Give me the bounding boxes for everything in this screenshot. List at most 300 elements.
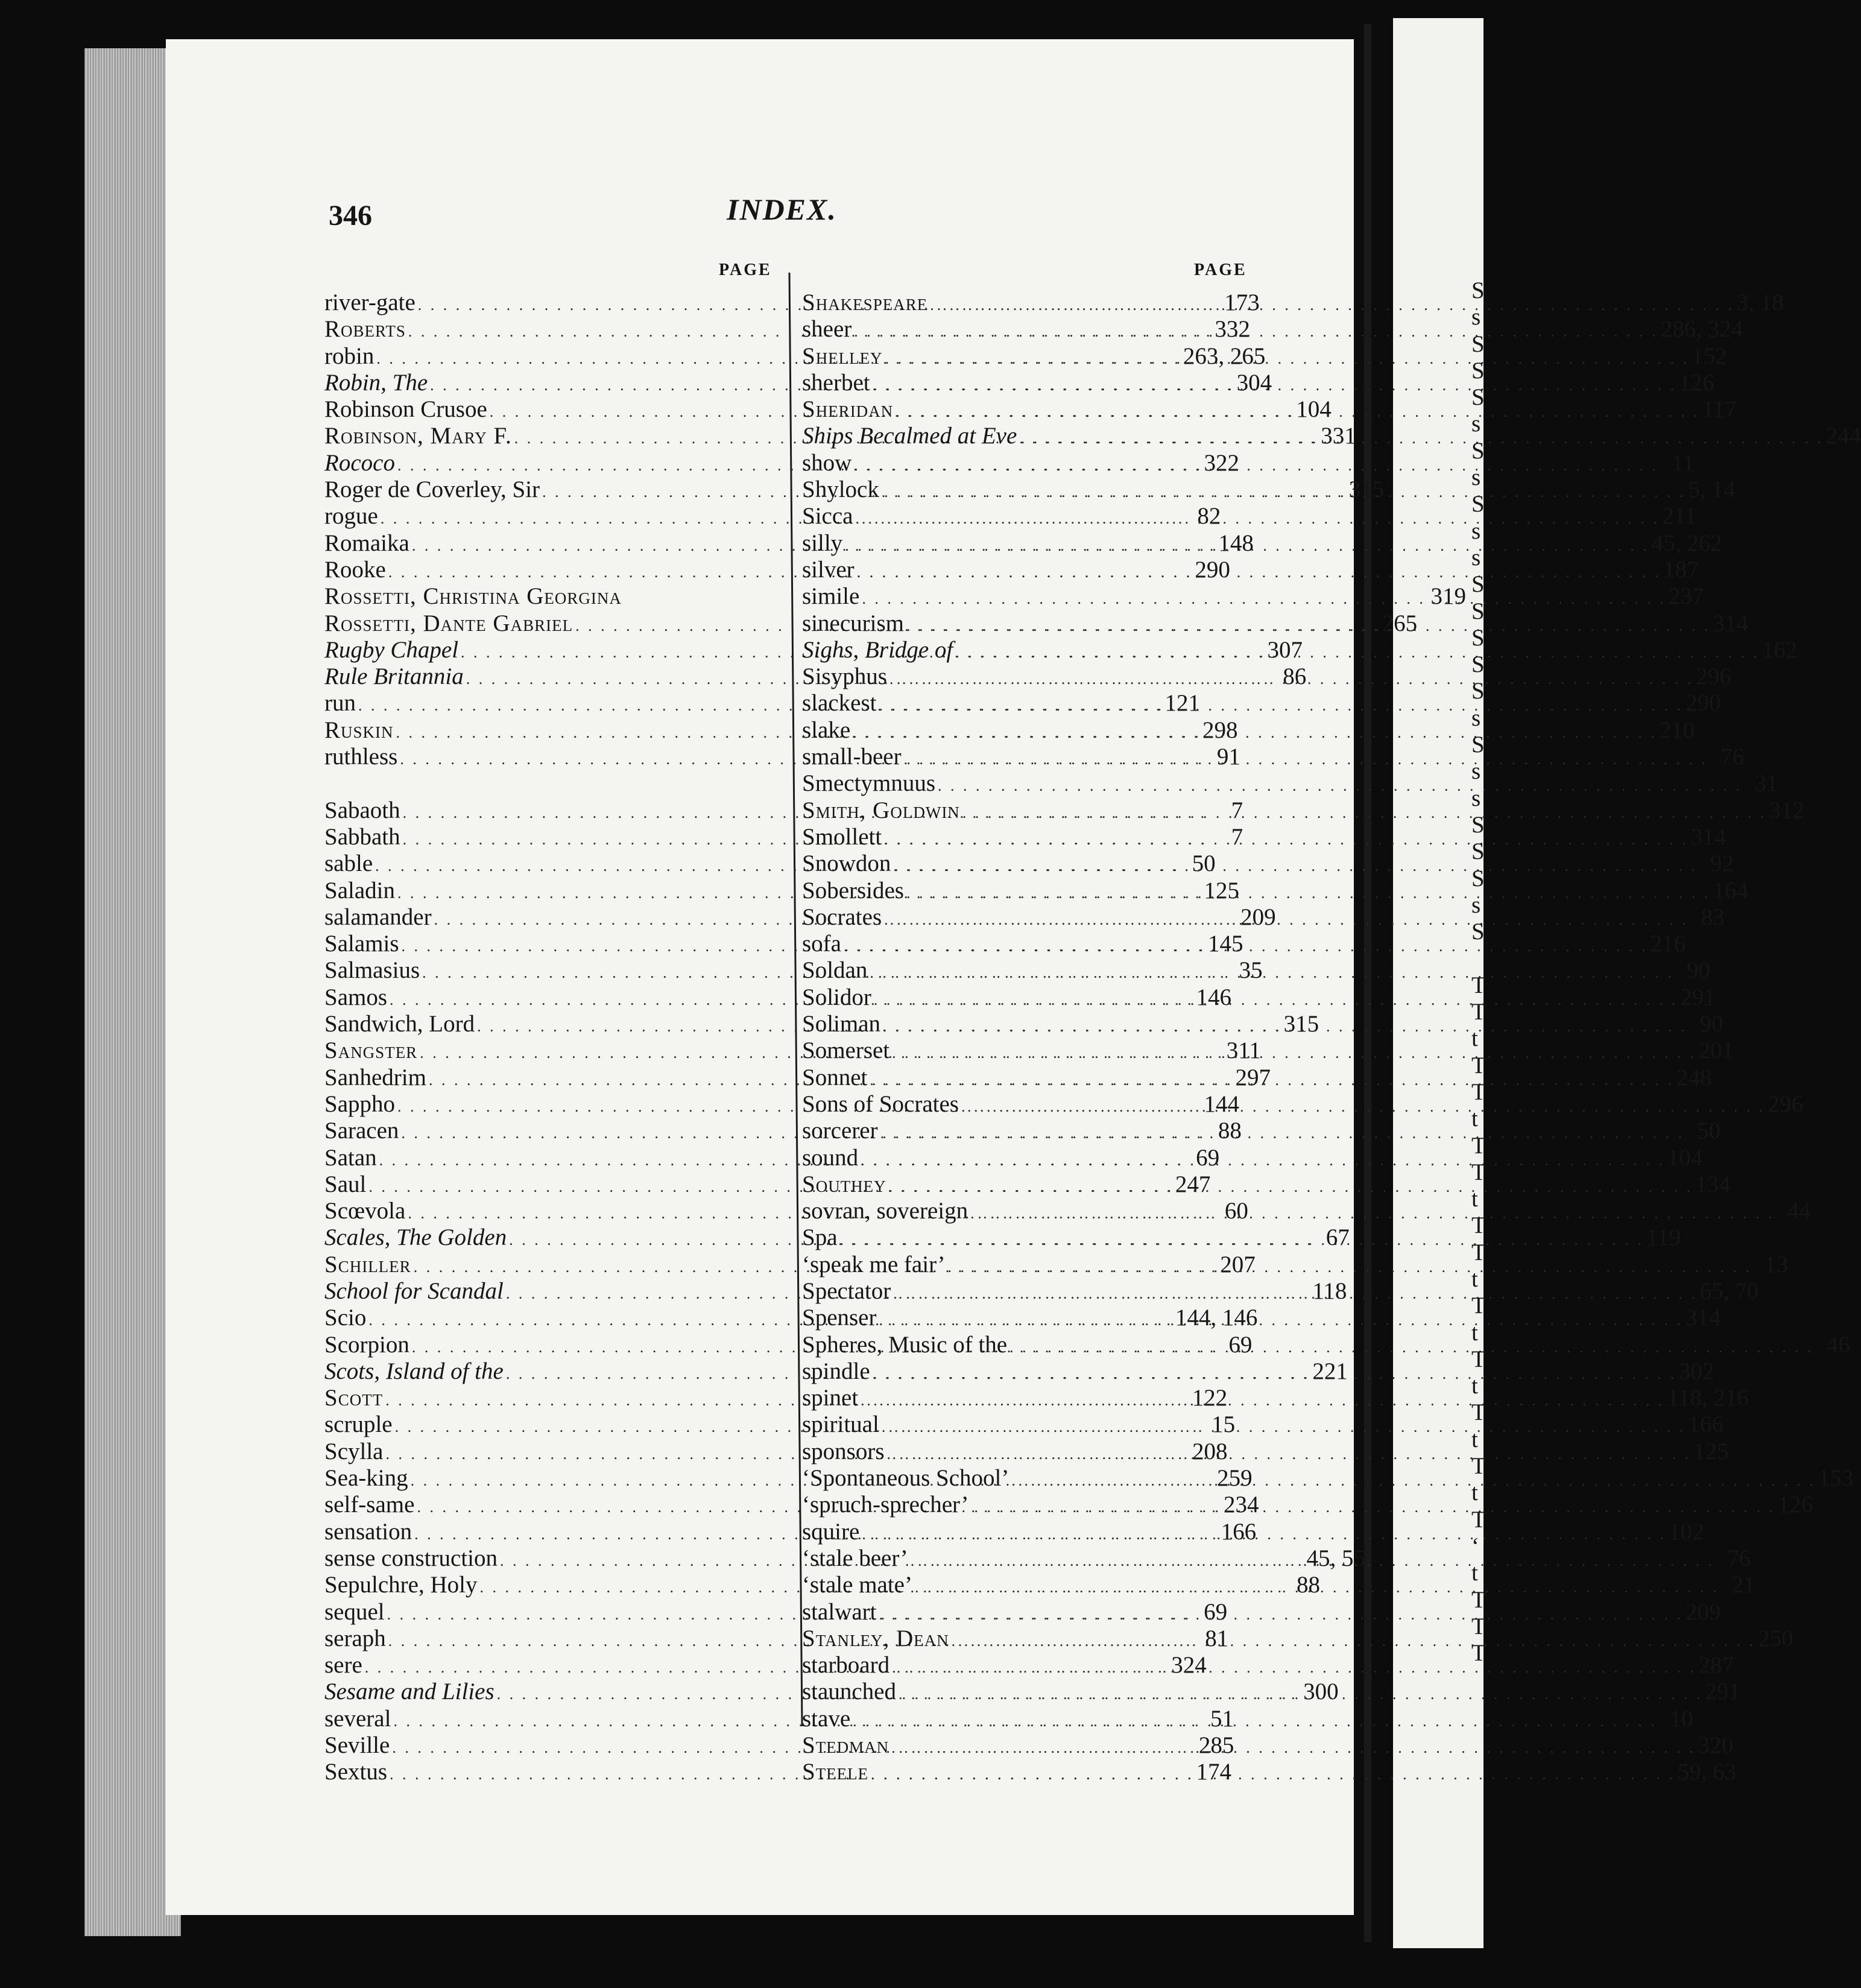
dot-leader xyxy=(862,586,1666,612)
dot-leader xyxy=(861,1144,1665,1174)
index-term: Shylock xyxy=(802,476,879,503)
index-term: Sicca xyxy=(802,503,853,530)
index-page-ref: 59, 63 xyxy=(1677,1759,1737,1785)
index-entry xyxy=(802,797,1804,824)
index-term: staunched xyxy=(802,1679,896,1705)
facing-page-initial: T xyxy=(1471,1453,1486,1480)
index-entry xyxy=(802,1598,1721,1626)
index-page-ref: 291 xyxy=(1705,1679,1740,1705)
index-entry xyxy=(802,1492,1813,1518)
page-title: INDEX. xyxy=(727,192,837,226)
index-term: School for Scandal xyxy=(324,1277,504,1304)
dot-leader xyxy=(961,1094,1766,1120)
index-term: Sea-king xyxy=(324,1465,408,1492)
index-term: sponsors xyxy=(802,1438,885,1464)
index-term: starboard xyxy=(802,1652,890,1679)
index-term: Sighs, Bridge of xyxy=(802,636,953,663)
index-page-ref: 296 xyxy=(1768,1091,1803,1117)
facing-page-initial: t xyxy=(1471,1319,1478,1346)
index-term: sheer xyxy=(802,316,852,343)
index-term: Scio xyxy=(324,1305,367,1331)
index-page-ref: 21 xyxy=(1731,1572,1755,1598)
index-page-ref: 145 xyxy=(1208,931,1243,957)
index-page-ref: 312 xyxy=(1769,797,1804,823)
index-page-ref: 144 xyxy=(1204,1091,1239,1117)
dot-leader xyxy=(871,1761,1675,1788)
facing-page-initial: T xyxy=(1471,1399,1486,1426)
facing-page-initial: T xyxy=(1471,999,1486,1025)
index-term: Stanley, Dean xyxy=(802,1625,949,1651)
index-term: sensation xyxy=(324,1518,412,1545)
index-page-ref: 90 xyxy=(1699,1011,1724,1037)
index-term: sound xyxy=(802,1144,859,1171)
index-term: spindle xyxy=(802,1358,870,1384)
index-page-ref: 121 xyxy=(1164,690,1200,717)
index-term: Smollett xyxy=(802,823,882,850)
facing-page-initial: T xyxy=(1471,1132,1486,1159)
index-term: silly xyxy=(802,530,843,556)
index-page-ref: 208 xyxy=(1192,1438,1228,1464)
index-entry xyxy=(802,1385,1749,1411)
index-term: ‘stale mate’ xyxy=(802,1572,912,1598)
index-page-ref: 60 xyxy=(1224,1198,1248,1224)
dot-leader xyxy=(862,1518,1666,1548)
dot-leader xyxy=(879,1307,1683,1334)
index-entry xyxy=(802,1037,1734,1064)
facing-page-initial: s xyxy=(1471,518,1481,544)
index-term: Scœvola xyxy=(324,1198,406,1224)
index-entry xyxy=(802,1652,1734,1679)
index-term: Spa xyxy=(802,1224,838,1251)
index-term: sinecurism xyxy=(802,610,904,636)
facing-page-initial: s xyxy=(1471,411,1481,437)
index-term: Rococo xyxy=(324,449,395,476)
index-page-ref: 290 xyxy=(1195,556,1230,583)
facing-page-initial: t xyxy=(1471,1106,1478,1132)
index-term: spiritual xyxy=(802,1411,879,1438)
index-entry xyxy=(802,503,1697,530)
index-term: Shakespeare xyxy=(802,290,928,315)
index-page-ref: 237 xyxy=(1668,583,1704,610)
facing-page-initial: S xyxy=(1471,598,1485,624)
index-term: Sandwich, Lord xyxy=(324,1011,475,1037)
index-term: sofa xyxy=(802,931,841,957)
index-page-ref: 297 xyxy=(1235,1064,1271,1091)
dot-leader xyxy=(893,853,1698,879)
facing-page-initial: S xyxy=(1471,571,1485,598)
index-term: Stedman xyxy=(802,1732,889,1759)
dot-leader xyxy=(891,1735,1696,1761)
facing-page-initial: S xyxy=(1471,331,1485,357)
index-page-ref: 90 xyxy=(1686,957,1710,984)
facing-page-initial: t xyxy=(1471,1560,1478,1586)
index-term: Spheres, Music of the xyxy=(802,1331,1008,1358)
index-term: silver xyxy=(802,556,855,583)
index-term: stalwart xyxy=(802,1598,877,1625)
index-page-ref: 51 xyxy=(1210,1705,1234,1732)
index-term: Sonnet xyxy=(802,1064,868,1091)
dot-leader xyxy=(1009,1331,1814,1361)
index-term: Scott xyxy=(324,1385,384,1411)
dot-leader xyxy=(938,773,1742,799)
index-page-ref: 50 xyxy=(1192,850,1216,877)
dot-leader xyxy=(962,800,1767,826)
facing-page-initial: t xyxy=(1471,1426,1478,1452)
index-term: Saul xyxy=(324,1171,367,1197)
dot-leader xyxy=(857,556,1661,586)
index-page-ref: 88 xyxy=(1218,1118,1242,1144)
index-term: spinet xyxy=(802,1385,859,1411)
index-term: Ships Becalmed at Eve xyxy=(802,423,1017,449)
facing-page-initial: T xyxy=(1471,1159,1486,1185)
index-entry xyxy=(802,850,1734,877)
dot-leader xyxy=(882,1414,1686,1440)
dot-leader xyxy=(884,907,1689,933)
index-term: robin xyxy=(324,343,374,369)
dot-leader xyxy=(948,1251,1752,1280)
index-term: scruple xyxy=(324,1411,393,1438)
index-term: ruthless xyxy=(324,744,398,770)
index-term: Ruskin xyxy=(324,717,394,743)
dot-leader xyxy=(892,1040,1696,1066)
dot-leader xyxy=(906,877,1711,907)
facing-page-initial: t xyxy=(1471,1480,1478,1506)
index-page-ref: 83 xyxy=(1701,904,1725,930)
index-page-ref: 153 xyxy=(1818,1465,1854,1492)
dot-leader xyxy=(854,318,1658,345)
facing-page-initial: S xyxy=(1471,919,1485,945)
index-page-ref: 126 xyxy=(1679,369,1714,396)
index-term: Sisyphus xyxy=(802,663,887,690)
index-page-ref: 31 xyxy=(1754,770,1778,797)
index-term: Sobersides xyxy=(802,877,904,904)
index-term: Southey xyxy=(802,1171,886,1197)
index-entry xyxy=(802,1305,1721,1331)
index-entry xyxy=(802,290,1784,316)
index-page-ref: 91 xyxy=(1216,744,1240,770)
index-term: Rooke xyxy=(324,556,386,583)
index-page-ref: 209 xyxy=(1240,904,1276,930)
index-page-ref: 319 xyxy=(1430,583,1466,610)
facing-page-initial: s xyxy=(1471,544,1481,571)
index-page-ref: 332 xyxy=(1215,316,1250,343)
dot-leader xyxy=(861,1387,1665,1414)
index-term: Saracen xyxy=(324,1118,399,1144)
index-page-ref: 314 xyxy=(1685,1305,1721,1331)
facing-page-initial: S xyxy=(1471,277,1485,303)
index-page-ref: 45, 55 xyxy=(1306,1545,1366,1571)
dot-leader xyxy=(955,636,1760,666)
index-page-ref: 10 xyxy=(1669,1705,1693,1732)
index-page-ref: 35 xyxy=(1239,957,1263,984)
index-term: Snowdon xyxy=(802,850,891,877)
left-page-column-heading: PAGE xyxy=(719,261,772,279)
index-term: stave xyxy=(802,1705,851,1732)
index-term: Sesame and Lilies xyxy=(324,1679,494,1705)
dot-leader xyxy=(873,1361,1677,1387)
index-term: ‘spruch-sprecher’ xyxy=(802,1492,969,1518)
index-page-ref: 46 xyxy=(1826,1331,1850,1358)
index-page-ref: 311 xyxy=(1226,1037,1261,1064)
facing-page-initial: T xyxy=(1471,1052,1486,1078)
index-term: Sappho xyxy=(324,1091,395,1117)
index-page-ref: 67 xyxy=(1325,1224,1350,1251)
facing-page-initial: t xyxy=(1471,1025,1478,1052)
index-page-ref: 126 xyxy=(1777,1492,1813,1518)
index-entry xyxy=(802,1198,1811,1224)
dot-leader xyxy=(892,1654,1696,1681)
index-page-ref: 216 xyxy=(1650,931,1686,957)
index-page-ref: 65, 70 xyxy=(1699,1277,1759,1304)
dot-leader xyxy=(884,823,1689,853)
dot-leader xyxy=(904,746,1708,773)
right-page-column-heading: PAGE xyxy=(1194,261,1247,279)
index-term: Smith, Goldwin xyxy=(802,797,960,823)
index-page-ref: 134 xyxy=(1695,1171,1731,1197)
index-term: self-same xyxy=(324,1492,415,1518)
index-term: run xyxy=(324,690,356,717)
index-term: Spenser xyxy=(802,1305,877,1331)
index-page-ref: 7 xyxy=(1231,797,1243,823)
dot-leader xyxy=(882,479,1686,505)
index-entry xyxy=(802,823,1727,850)
index-page-ref: 7 xyxy=(1231,823,1243,850)
index-entry xyxy=(802,1171,1731,1198)
facing-page-initial: T xyxy=(1471,1586,1486,1613)
index-page-ref: 320 xyxy=(1698,1732,1734,1759)
index-term: Soldan xyxy=(802,957,868,984)
index-page-ref: 201 xyxy=(1698,1037,1734,1064)
index-page-ref: 331 xyxy=(1321,423,1356,449)
index-page-ref: 234 xyxy=(1223,1492,1259,1518)
index-page-ref: 324 xyxy=(1171,1652,1207,1679)
index-page-ref: 285 xyxy=(1198,1732,1234,1759)
index-term: river-gate xyxy=(324,290,415,315)
index-page-ref: 314 xyxy=(1690,823,1727,850)
index-entry xyxy=(802,957,1710,984)
index-page-ref: 247 xyxy=(1175,1171,1211,1197)
facing-page-initial: ‘ xyxy=(1471,1533,1479,1559)
index-page-ref: 152 xyxy=(1692,343,1727,369)
index-page-ref: 104 xyxy=(1667,1144,1703,1171)
index-page-ref: 300 xyxy=(1303,1679,1339,1705)
index-term: Smectymnuus xyxy=(802,770,935,797)
index-page-ref: 244 xyxy=(1825,423,1861,449)
dot-leader xyxy=(873,369,1677,399)
index-term: rogue xyxy=(324,503,378,530)
index-entry xyxy=(802,984,1716,1011)
index-term: Scales, The Golden xyxy=(324,1224,507,1251)
index-page-ref: 3, 18 xyxy=(1736,290,1784,315)
index-page-ref: 162 xyxy=(1761,636,1798,663)
index-term: ‘stale beer’ xyxy=(802,1545,908,1571)
index-page-ref: 298 xyxy=(1202,717,1238,743)
dot-leader xyxy=(879,1598,1683,1628)
index-entry xyxy=(802,744,1745,770)
index-term: Sheridan xyxy=(802,396,894,423)
index-term: show xyxy=(802,449,852,476)
index-page-ref: 259 xyxy=(1217,1465,1253,1492)
index-page-ref: 314 xyxy=(1713,610,1748,636)
index-entry xyxy=(802,770,1778,797)
index-page-ref: 322 xyxy=(1204,449,1239,476)
index-page-ref: 250 xyxy=(1758,1625,1793,1651)
index-entry xyxy=(802,1144,1703,1171)
index-page-ref: 44 xyxy=(1787,1198,1811,1224)
index-entry xyxy=(802,449,1695,476)
dot-leader xyxy=(930,292,1734,318)
index-term: Salmasius xyxy=(324,957,420,984)
index-term: Solidor xyxy=(802,984,871,1010)
index-page-ref: 86 xyxy=(1283,663,1307,690)
index-term: Scylla xyxy=(324,1438,384,1464)
index-entry xyxy=(802,931,1686,957)
dot-leader xyxy=(896,399,1700,425)
index-term: Somerset xyxy=(802,1037,890,1064)
facing-page-initial: S xyxy=(1471,384,1485,411)
dot-leader xyxy=(1019,425,1824,452)
index-page-ref: 211 xyxy=(1661,503,1697,530)
index-page-ref: 207 xyxy=(1220,1251,1256,1277)
index-entry xyxy=(802,316,1743,343)
index-term: Spectator xyxy=(802,1277,891,1304)
index-page-ref: 5, 14 xyxy=(1688,476,1736,503)
index-term: Satan xyxy=(324,1144,377,1171)
dot-leader xyxy=(840,1227,1645,1253)
index-term: ‘speak me fair’ xyxy=(802,1251,946,1277)
facing-page-initial: T xyxy=(1471,1078,1486,1105)
index-page-ref: 118, 216 xyxy=(1667,1385,1749,1411)
index-term: several xyxy=(324,1705,391,1732)
facing-page-initial: s xyxy=(1471,704,1481,731)
index-page-ref: 210 xyxy=(1659,717,1695,743)
page-number: 346 xyxy=(329,200,372,232)
index-page-ref: 166 xyxy=(1221,1518,1257,1545)
index-page-ref: 248 xyxy=(1676,1064,1712,1091)
facing-page-initial: s xyxy=(1471,304,1481,331)
index-entry xyxy=(802,1251,1788,1278)
facing-page-initial: S xyxy=(1471,865,1485,891)
index-term: Seville xyxy=(324,1732,390,1759)
facing-page-initial: S xyxy=(1471,437,1485,464)
index-entry xyxy=(802,1411,1724,1438)
dot-leader xyxy=(845,533,1649,559)
facing-page-initial: S xyxy=(1471,651,1485,678)
index-page-ref: 117 xyxy=(1702,396,1737,423)
index-entry xyxy=(802,1759,1737,1785)
index-page-ref: 104 xyxy=(1296,396,1332,423)
facing-page-initial: s xyxy=(1471,891,1481,918)
dot-leader xyxy=(970,1200,1775,1227)
facing-page-initial: S xyxy=(1471,678,1485,704)
index-entry xyxy=(802,717,1695,744)
facing-page-initial: t xyxy=(1471,1373,1478,1399)
index-page-ref: 304 xyxy=(1236,369,1272,396)
index-term: slake xyxy=(802,717,851,743)
index-page-ref: 50 xyxy=(1697,1118,1721,1144)
index-term: Scots, Island of the xyxy=(324,1358,504,1384)
index-page-ref: 122 xyxy=(1192,1385,1228,1411)
dot-leader xyxy=(911,1548,1715,1574)
index-entry xyxy=(802,556,1699,583)
facing-page-initial: T xyxy=(1471,1613,1486,1639)
facing-page-initial: s xyxy=(1471,464,1481,491)
facing-page-initial: t xyxy=(1471,1265,1478,1292)
facing-page-initial: T xyxy=(1471,1640,1486,1667)
index-term: Schiller xyxy=(324,1251,411,1277)
index-term: sorcerer xyxy=(802,1118,878,1144)
index-term: Rugby Chapel xyxy=(324,636,459,663)
dot-leader xyxy=(853,1705,1657,1735)
index-page-ref: 173 xyxy=(1224,290,1260,315)
index-term: Roger de Coverley, Sir xyxy=(324,476,540,503)
facing-page-initial: s xyxy=(1471,785,1481,811)
facing-page-initial: S xyxy=(1471,838,1485,865)
index-page-ref: 92 xyxy=(1710,850,1734,877)
index-term: sere xyxy=(324,1652,362,1679)
index-page-ref: 265 xyxy=(1382,610,1418,636)
dot-leader xyxy=(893,1277,1698,1307)
facing-page-initial: S xyxy=(1471,491,1485,518)
index-page-ref: 11 xyxy=(1672,449,1695,476)
index-entry xyxy=(802,877,1748,904)
index-term: sable xyxy=(324,850,373,877)
index-entry xyxy=(802,1064,1712,1091)
index-term: Saladin xyxy=(324,877,395,904)
index-page-ref: 76 xyxy=(1727,1545,1751,1571)
index-page-ref: 69 xyxy=(1228,1331,1253,1358)
index-term: seraph xyxy=(324,1625,386,1651)
dot-leader xyxy=(952,1625,1756,1654)
index-page-ref: 174 xyxy=(1196,1759,1232,1785)
index-term: Sangster xyxy=(324,1037,418,1064)
index-entry xyxy=(802,1091,1803,1118)
index-term: ‘Spontaneous School’ xyxy=(802,1465,1009,1492)
index-term: Scorpion xyxy=(324,1331,409,1358)
facing-page-initial: s xyxy=(1471,758,1481,785)
index-page-ref: 296 xyxy=(1696,663,1731,690)
index-term: Sextus xyxy=(324,1759,388,1785)
facing-page-initial: T xyxy=(1471,1212,1486,1239)
index-term: Rule Britannia xyxy=(324,663,464,690)
index-term: salamander xyxy=(324,904,432,930)
dot-leader xyxy=(855,505,1660,532)
index-term: Robinson Crusoe xyxy=(324,396,487,423)
dot-leader xyxy=(883,1013,1687,1040)
index-page-ref: 125 xyxy=(1693,1438,1729,1464)
index-page-ref: 15 xyxy=(1212,1411,1236,1438)
index-page-ref: 290 xyxy=(1685,690,1721,717)
dot-leader xyxy=(880,1120,1685,1147)
facing-page-initial: S xyxy=(1471,811,1485,838)
index-entry xyxy=(802,369,1714,396)
dot-leader xyxy=(887,1438,1692,1467)
dot-leader xyxy=(879,692,1683,719)
index-page-ref: 286, 324 xyxy=(1660,316,1743,343)
index-page-ref: 82 xyxy=(1197,503,1221,530)
index-term: sherbet xyxy=(802,369,870,396)
dot-leader xyxy=(889,666,1694,692)
index-term: Sabaoth xyxy=(324,797,400,823)
index-page-ref: 76 xyxy=(1720,744,1745,770)
dot-leader xyxy=(971,1494,1775,1521)
dot-leader xyxy=(915,1574,1719,1601)
index-page-ref: 209 xyxy=(1685,1598,1721,1625)
facing-page-initial: T xyxy=(1471,1293,1486,1319)
index-page-ref: 221 xyxy=(1312,1358,1348,1384)
dot-leader xyxy=(854,449,1658,479)
index-page-ref: 166 xyxy=(1688,1411,1724,1438)
